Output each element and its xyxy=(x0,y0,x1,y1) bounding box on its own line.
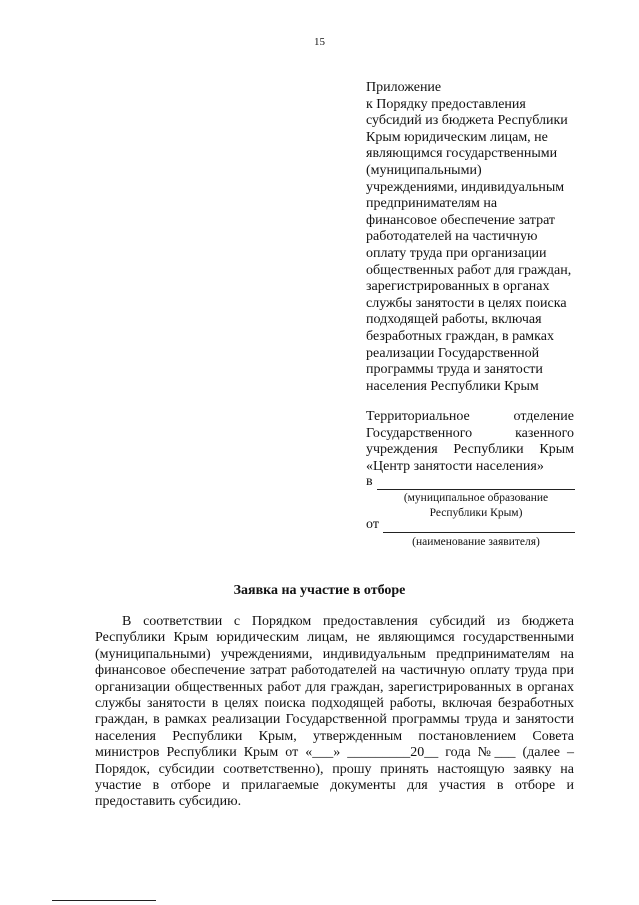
municipality-caption xyxy=(376,491,576,520)
municipality-caption-line: Республики Крым) xyxy=(429,506,523,519)
addressee-line: учреждения Республики Крым xyxy=(366,442,574,458)
appendix-line: являющимся государственными xyxy=(366,146,558,162)
body-line: населения Республики Крым, утвержденным постановлением Совета xyxy=(95,728,574,744)
appendix-line: населения Республики Крым xyxy=(366,378,539,394)
addressee-line: «Центр занятости населения» xyxy=(366,458,544,474)
municipality-field xyxy=(366,474,575,490)
municipality-caption-line: (муниципальное образование xyxy=(403,492,549,504)
municipality-label: в xyxy=(366,474,373,489)
appendix-line: работодателей на частичную xyxy=(366,229,538,245)
addressee-line: Территориальное отделение xyxy=(366,409,574,424)
appendix-line: предпринимателям на xyxy=(366,196,498,212)
document-title: Заявка на участие в отборе xyxy=(233,583,406,598)
appendix-line: программы труда и занятости xyxy=(366,362,543,378)
applicant-blank-line xyxy=(383,520,575,533)
appendix-header xyxy=(366,80,578,395)
body-line: В соответствии с Порядком предоставления субсидий из бюджета xyxy=(122,614,574,629)
body-line: участие в отборе и прилагаемые документы для участия в отборе и xyxy=(95,778,574,794)
appendix-line: службы занятости в целях поиска xyxy=(366,295,567,311)
appendix-line: (муниципальными) xyxy=(366,162,482,178)
appendix-line: субсидий из бюджета Республики xyxy=(366,113,568,129)
applicant-label: от xyxy=(366,517,379,532)
municipality-blank-line xyxy=(377,477,575,490)
footnote-separator xyxy=(52,900,156,901)
appendix-line: подходящей работы, включая xyxy=(366,312,542,328)
body-line: граждан, в рамках реализации Государственной программы труда и занятости xyxy=(95,712,574,728)
body-line: Порядок, субсидии соответственно), прошу принять настоящую заявку на xyxy=(95,761,574,777)
appendix-line: финансовое обеспечение затрат xyxy=(366,212,556,228)
addressee-line: Государственного казенного xyxy=(366,425,574,441)
appendix-line: оплату труда при организации xyxy=(366,245,547,261)
appendix-line: Приложение xyxy=(366,80,442,95)
appendix-line: реализации Государственной xyxy=(366,345,540,361)
appendix-line: учреждениями, индивидуальным xyxy=(366,179,565,195)
appendix-line: зарегистрированных в органах xyxy=(366,279,550,295)
body-line: министров Республики Крым от «___» _________20__ года №___ (далее – xyxy=(95,745,574,761)
body-paragraph xyxy=(95,614,574,811)
addressee-block xyxy=(366,409,574,475)
appendix-line: безработных граждан, в рамках xyxy=(366,328,554,344)
body-line: службы занятости в целях поиска подходящей работы, включая безработных xyxy=(95,696,574,712)
appendix-line: общественных работ для граждан, xyxy=(366,262,572,278)
appendix-line: Крым юридическим лицам, не xyxy=(366,129,548,145)
body-line: (муниципальными) учреждениями, индивидуальным предпринимателям на xyxy=(95,646,574,662)
body-line: организации общественных работ для граждан, зарегистрированных в органах xyxy=(95,679,574,695)
applicant-field xyxy=(366,517,575,533)
body-line: финансовое обеспечение затрат работодателей на частичную оплату труда при xyxy=(95,663,574,679)
body-line: предоставить субсидию. xyxy=(95,794,242,810)
applicant-caption: (наименование заявителя) xyxy=(412,536,540,548)
body-line: Республики Крым юридическим лицам, не являющимся государственными xyxy=(95,630,574,646)
appendix-line: к Порядку предоставления xyxy=(366,96,526,112)
page-number: 15 xyxy=(314,36,325,48)
